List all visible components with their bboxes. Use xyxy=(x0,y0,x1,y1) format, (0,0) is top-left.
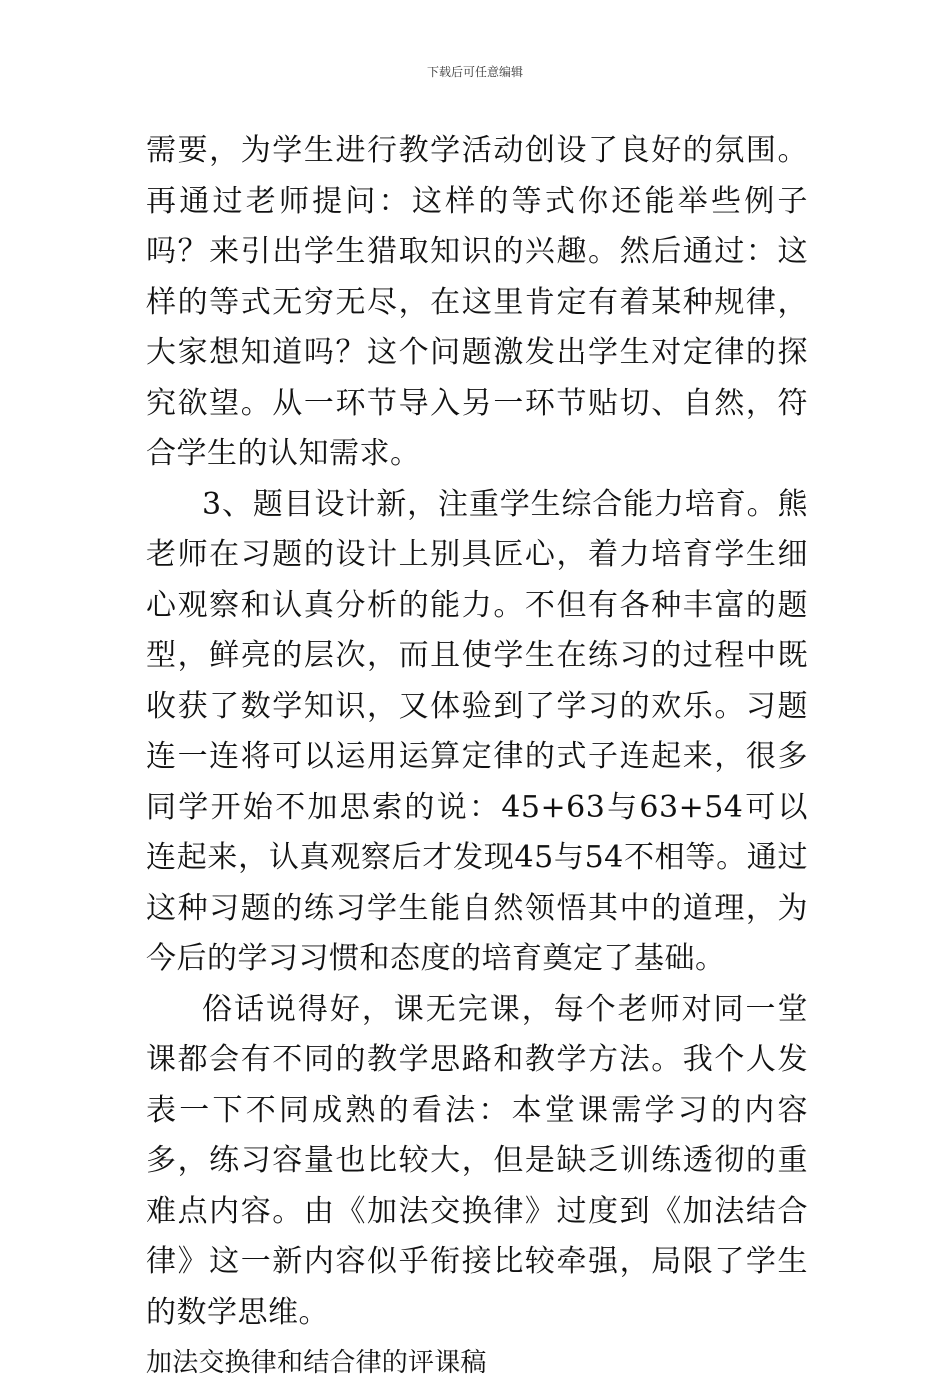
paragraph-continued: 需要，为学生进行教学活动创设了良好的氛围。再通过老师提问：这样的等式你还能举些例子吗？来引出学生猎取知识的兴趣。然后通过：这样的等式无穷无尽，在这里肯定有着某种规律，大家想知道吗？这个问题激发出学生对定律的探究欲望。从一环节导入另一环节贴切、自然，符合学生的认知需求。 xyxy=(146,133,808,471)
paragraph-question-design: 3、题目设计新，注重学生综合能力培育。熊老师在习题的设计上别具匠心，着力培育学生细心观察和认真分析的能力。不但有各种丰富的题型，鲜亮的层次，而且使学生在练习的过程中既收获了数学知识，又体验到了学习的欢乐。习题连一连将可以运用运算定律的式子连起来，很多同学开始不加思索的说：45+63与63+54可以连起来，认真观察后才发现45与54不相等。通过这种习题的练习学生能自然领悟其中的道理，为今后的学习习惯和态度的培育奠定了基础。 xyxy=(146,486,808,976)
paragraph-opinion: 俗话说得好，课无完课，每个老师对同一堂课都会有不同的教学思路和教学方法。我个人发表一下不同成熟的看法：本堂课需学习的内容多，练习容量也比较大，但是缺乏训练透彻的重难点内容。由《加法交换律》过度到《加法结合律》这一新内容似乎衔接比较牵强，局限了学生的数学思维。 xyxy=(146,991,808,1330)
document-body xyxy=(146,126,808,1388)
document-title: 加法交换律和结合律的评课稿 xyxy=(146,1348,487,1378)
page-header-note: 下载后可任意编辑 xyxy=(426,65,523,79)
